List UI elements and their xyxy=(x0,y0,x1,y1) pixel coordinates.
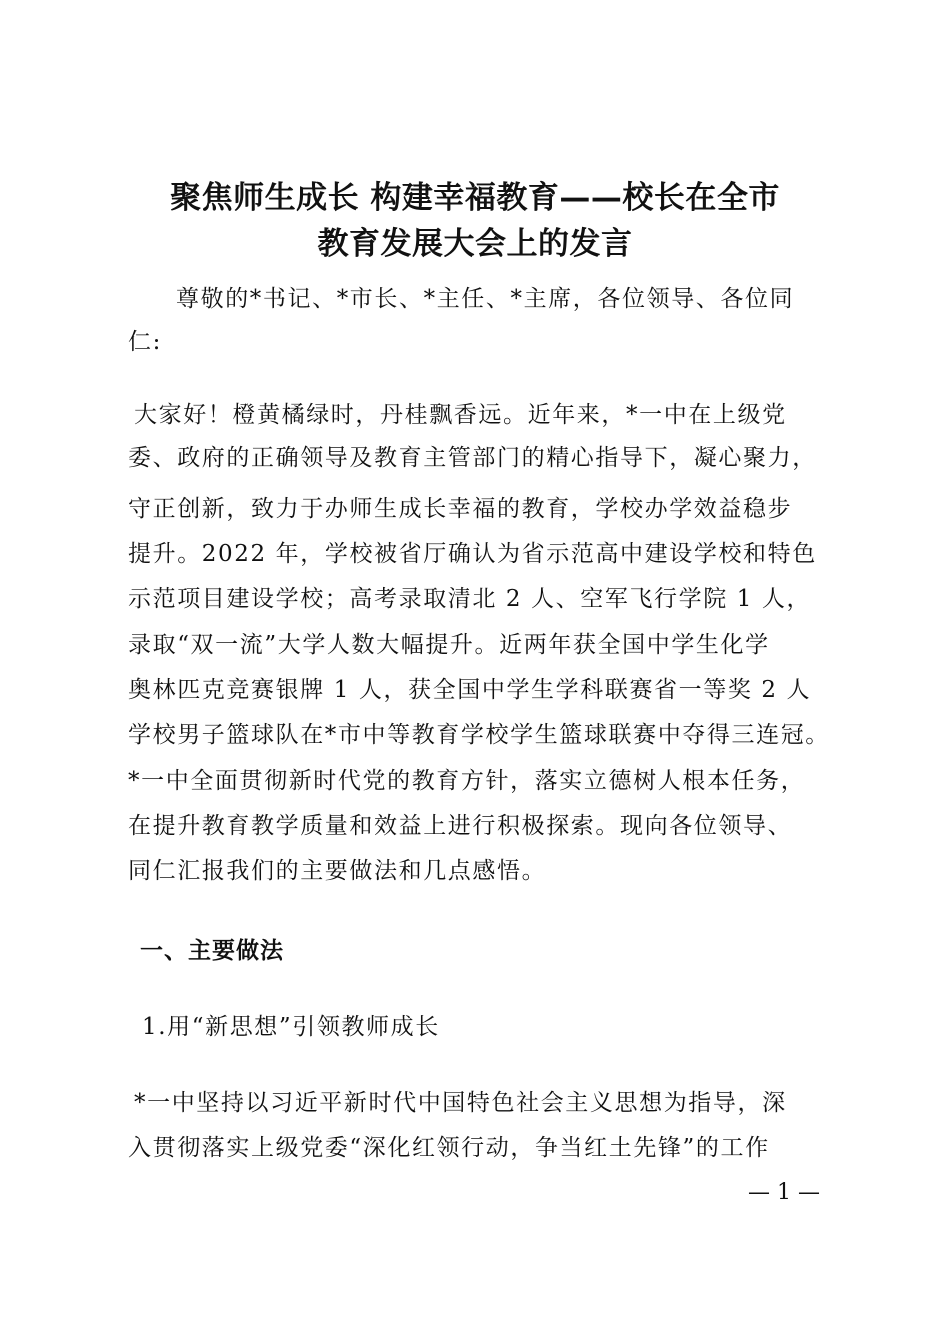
subsection-body-line: 入贯彻落实上级党委“深化红领行动，争当红土先锋”的工作 xyxy=(128,1135,770,1161)
page-number: — 1 — xyxy=(748,1180,820,1205)
intro-line: 录取“双一流”大学人数大幅提升。近两年获全国中学生化学 xyxy=(128,632,770,658)
intro-line: 示范项目建设学校；高考录取清北 2 人、空军飞行学院 1 人， xyxy=(128,586,812,612)
intro-line: 在提升教育教学质量和效益上进行积极探索。现向各位领导、 xyxy=(128,813,793,839)
intro-line: 大家好！橙黄橘绿时，丹桂飘香远。近年来，*一中在上级党 xyxy=(134,402,787,428)
intro-line: 委、政府的正确领导及教育主管部门的精心指导下，凝心聚力， xyxy=(128,445,817,471)
intro-line: 提升。2022 年，学校被省厅确认为省示范高中建设学校和特色 xyxy=(128,541,817,567)
intro-line: 同仁汇报我们的主要做法和几点感悟。 xyxy=(128,858,547,884)
section-heading: 一、主要做法 xyxy=(140,938,284,964)
intro-line: 奥林匹克竞赛银牌 1 人，获全国中学生学科联赛省一等奖 2 人 xyxy=(128,677,812,703)
intro-line: 学校男子篮球队在*市中等教育学校学生篮球联赛中夺得三连冠。 xyxy=(128,722,830,748)
document-title-line-1: 聚焦师生成长 构建幸福教育——校长在全市 xyxy=(170,180,780,216)
document-title-line-2: 教育发展大会上的发言 xyxy=(317,226,633,262)
subsection-body-line: *一中坚持以习近平新时代中国特色社会主义思想为指导，深 xyxy=(134,1090,787,1116)
subsection-heading: 1.用“新思想”引领教师成长 xyxy=(142,1014,440,1040)
salutation-line-1: 尊敬的*书记、*市长、*主任、*主席，各位领导、各位同 xyxy=(176,286,795,312)
intro-line: *一中全面贯彻新时代党的教育方针，落实立德树人根本任务， xyxy=(128,768,806,794)
intro-line: 守正创新，致力于办师生成长幸福的教育，学校办学效益稳步 xyxy=(128,496,793,522)
salutation-line-2: 仁: xyxy=(128,329,162,355)
